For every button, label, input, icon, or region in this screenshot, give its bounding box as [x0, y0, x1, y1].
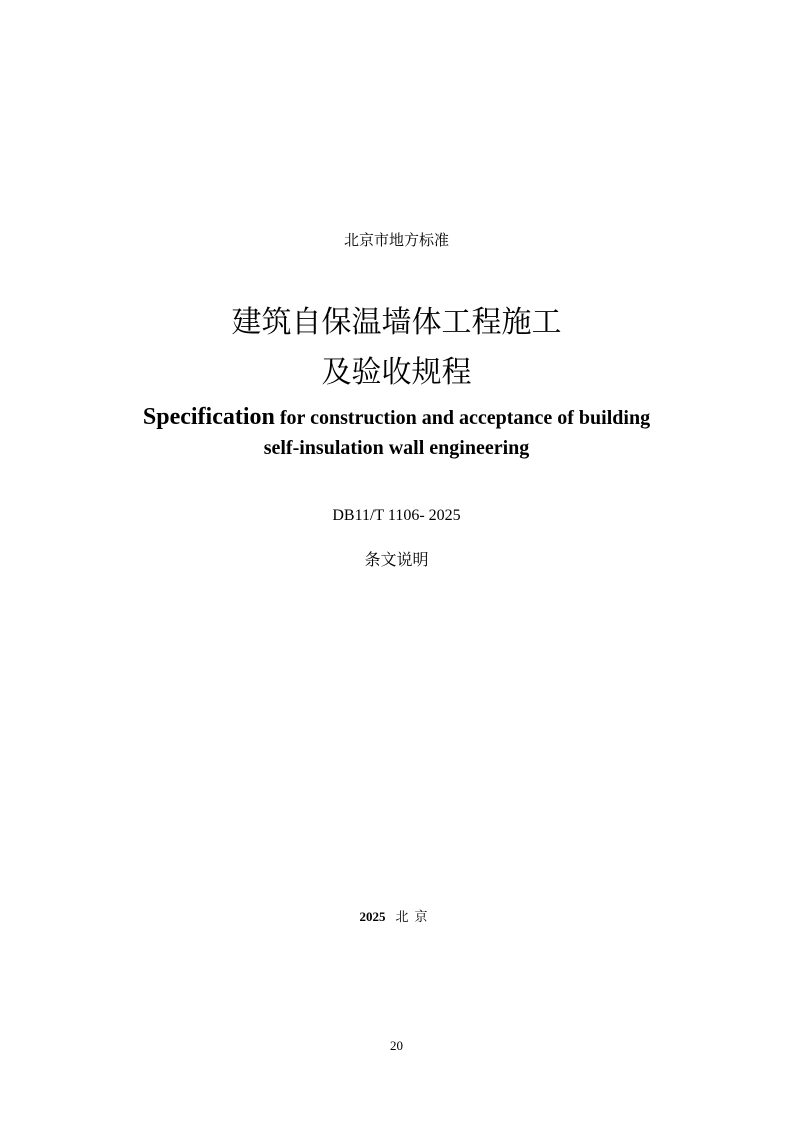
standard-code: DB11/T 1106- 2025	[332, 507, 461, 524]
section-label: 条文说明	[364, 550, 429, 569]
page-number: 20	[390, 1038, 403, 1053]
chinese-title-line-2: 及验收规程	[321, 355, 472, 390]
english-title-line-1	[0, 402, 793, 433]
chinese-title-line-1: 建筑自保温墙体工程施工	[231, 305, 562, 340]
english-title-line-1-rest: for construction and acceptance of building	[274, 407, 651, 429]
publication-year: 2025	[359, 909, 386, 924]
publication-line	[0, 907, 793, 928]
english-title-line-2: self-insulation wall engineering	[263, 437, 530, 459]
publication-city: 北京	[395, 910, 434, 925]
english-title-lead: Specification	[142, 404, 275, 430]
standard-type-label: 北京市地方标准	[343, 231, 449, 249]
